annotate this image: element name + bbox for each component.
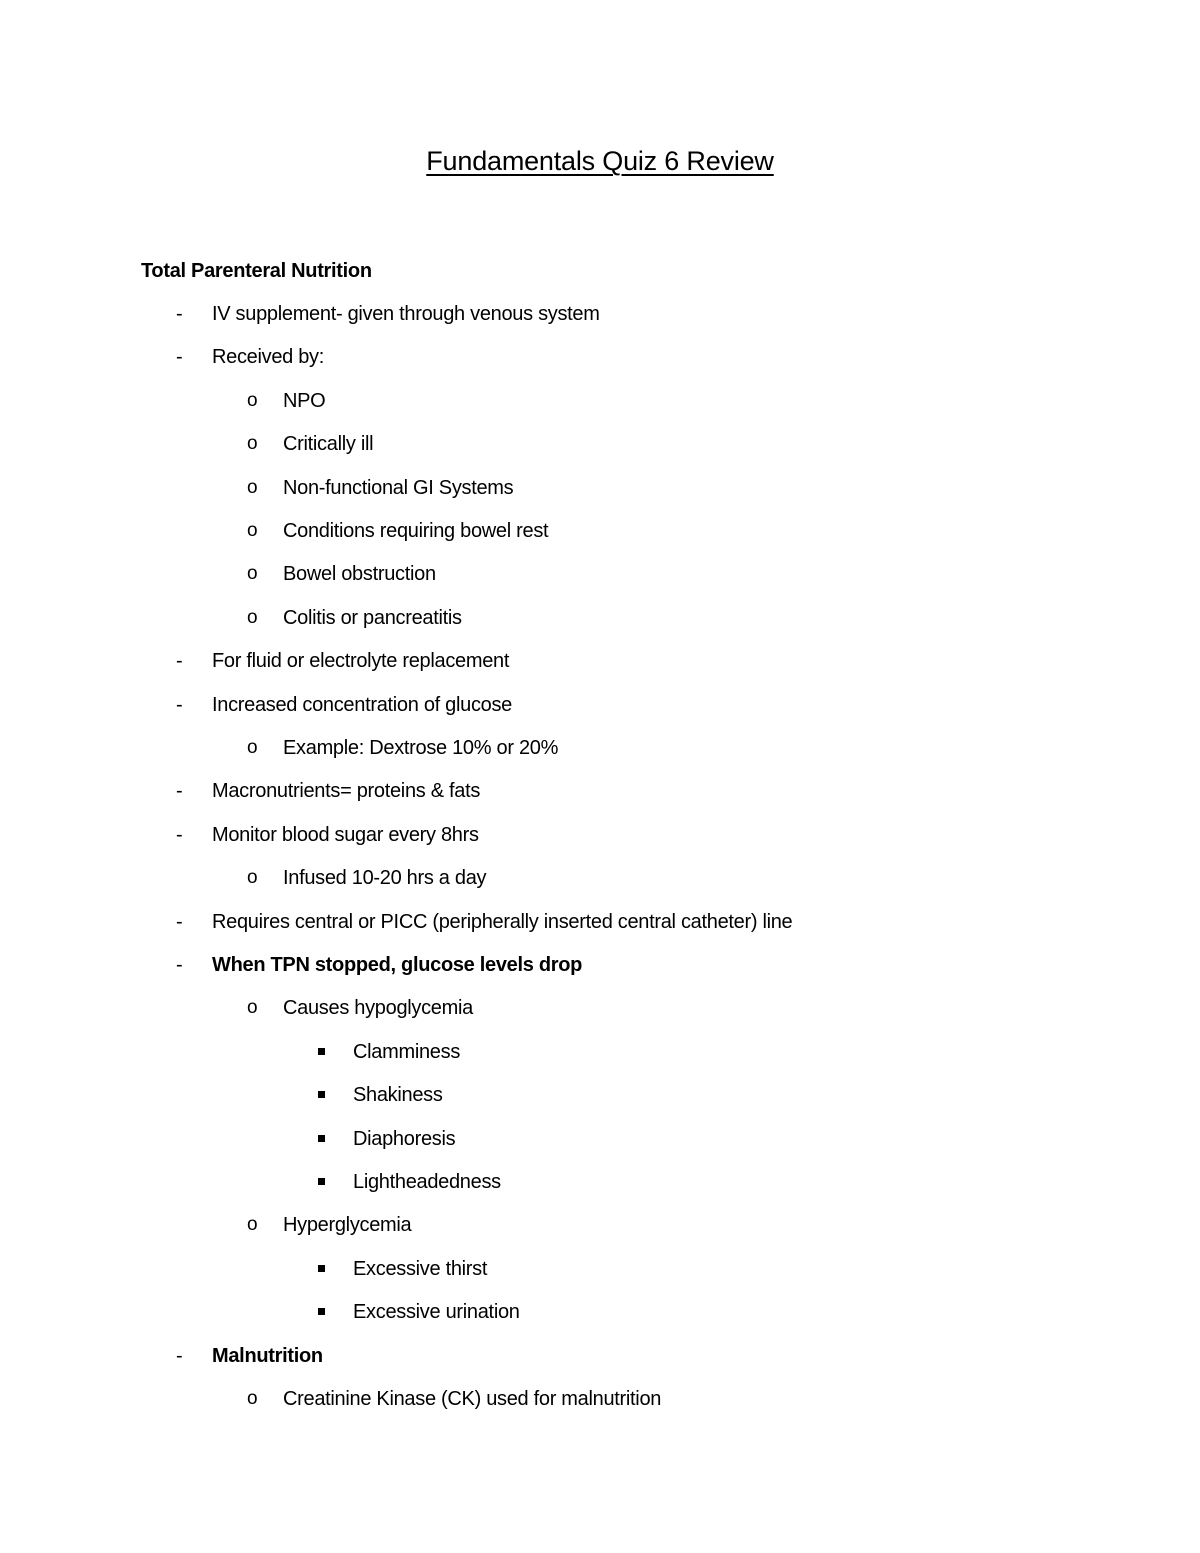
list-item (0, 474, 1200, 502)
dash-bullet-icon: - (176, 303, 183, 325)
circle-bullet-icon: o (247, 563, 258, 584)
list-item (0, 1255, 1200, 1283)
list-item (0, 1298, 1200, 1326)
square-bullet-icon (318, 1265, 325, 1272)
dash-bullet-icon: - (176, 1345, 183, 1367)
list-item (0, 864, 1200, 892)
list-item-text: Causes hypoglycemia (283, 997, 473, 1019)
list-item-text: Example: Dextrose 10% or 20% (283, 737, 559, 759)
circle-bullet-icon: o (247, 520, 258, 541)
list-item-text: Shakiness (353, 1084, 443, 1106)
list-item-text: IV supplement- given through venous system (212, 303, 600, 325)
square-bullet-icon (318, 1091, 325, 1098)
list-item-text: Hyperglycemia (283, 1214, 412, 1236)
list-item (0, 691, 1200, 719)
list-item-text: Excessive urination (353, 1301, 520, 1323)
list-item (0, 604, 1200, 632)
square-bullet-icon (318, 1308, 325, 1315)
square-bullet-icon (318, 1135, 325, 1142)
list-item-text: Malnutrition (212, 1345, 323, 1367)
list-item (0, 517, 1200, 545)
list-item (0, 1211, 1200, 1239)
circle-bullet-icon: o (247, 1214, 258, 1235)
list-item-text: NPO (283, 390, 326, 412)
list-item (0, 908, 1200, 936)
list-item-text: Excessive thirst (353, 1258, 488, 1280)
list-item (0, 343, 1200, 371)
circle-bullet-icon: o (247, 433, 258, 454)
list-item (0, 430, 1200, 458)
list-item-text: Diaphoresis (353, 1128, 456, 1150)
circle-bullet-icon: o (247, 997, 258, 1018)
list-item (0, 821, 1200, 849)
list-item (0, 1081, 1200, 1109)
circle-bullet-icon: o (247, 607, 258, 628)
list-item (0, 1125, 1200, 1153)
list-item-text: Clamminess (353, 1041, 461, 1063)
page-title: Fundamentals Quiz 6 Review (426, 146, 774, 176)
list-item-text: Bowel obstruction (283, 563, 436, 585)
dash-bullet-icon: - (176, 780, 183, 802)
section-heading: Total Parenteral Nutrition (141, 260, 372, 282)
circle-bullet-icon: o (247, 390, 258, 411)
list-item (0, 734, 1200, 762)
list-item-text: Requires central or PICC (peripherally inserted central catheter) line (212, 911, 793, 933)
list-item (0, 1342, 1200, 1370)
square-bullet-icon (318, 1048, 325, 1055)
dash-bullet-icon: - (176, 694, 183, 716)
circle-bullet-icon: o (247, 737, 258, 758)
list-item-text: Colitis or pancreatitis (283, 607, 462, 629)
list-item (0, 1038, 1200, 1066)
dash-bullet-icon: - (176, 650, 183, 672)
list-item (0, 387, 1200, 415)
list-item (0, 300, 1200, 328)
dash-bullet-icon: - (176, 911, 183, 933)
list-item (0, 777, 1200, 805)
list-item (0, 951, 1200, 979)
list-item-text: Lightheadedness (353, 1171, 501, 1193)
list-item-text: Received by: (212, 346, 325, 368)
list-item-text: Creatinine Kinase (CK) used for malnutrition (283, 1388, 662, 1410)
dash-bullet-icon: - (176, 346, 183, 368)
list-item-text: Macronutrients= proteins & fats (212, 780, 481, 802)
dash-bullet-icon: - (176, 954, 183, 976)
circle-bullet-icon: o (247, 1388, 258, 1409)
list-item-text: For fluid or electrolyte replacement (212, 650, 510, 672)
square-bullet-icon (318, 1178, 325, 1185)
list-item-text: Infused 10-20 hrs a day (283, 867, 487, 889)
list-item-text: When TPN stopped, glucose levels drop (212, 954, 583, 976)
list-item-text: Monitor blood sugar every 8hrs (212, 824, 479, 846)
list-item (0, 1385, 1200, 1413)
list-item (0, 994, 1200, 1022)
list-item (0, 1168, 1200, 1196)
list-item-text: Conditions requiring bowel rest (283, 520, 549, 542)
circle-bullet-icon: o (247, 867, 258, 888)
list-item-text: Critically ill (283, 433, 374, 455)
list-item (0, 560, 1200, 588)
dash-bullet-icon: - (176, 824, 183, 846)
list-item (0, 647, 1200, 675)
circle-bullet-icon: o (247, 477, 258, 498)
list-item-text: Non-functional GI Systems (283, 477, 514, 499)
list-item-text: Increased concentration of glucose (212, 694, 512, 716)
